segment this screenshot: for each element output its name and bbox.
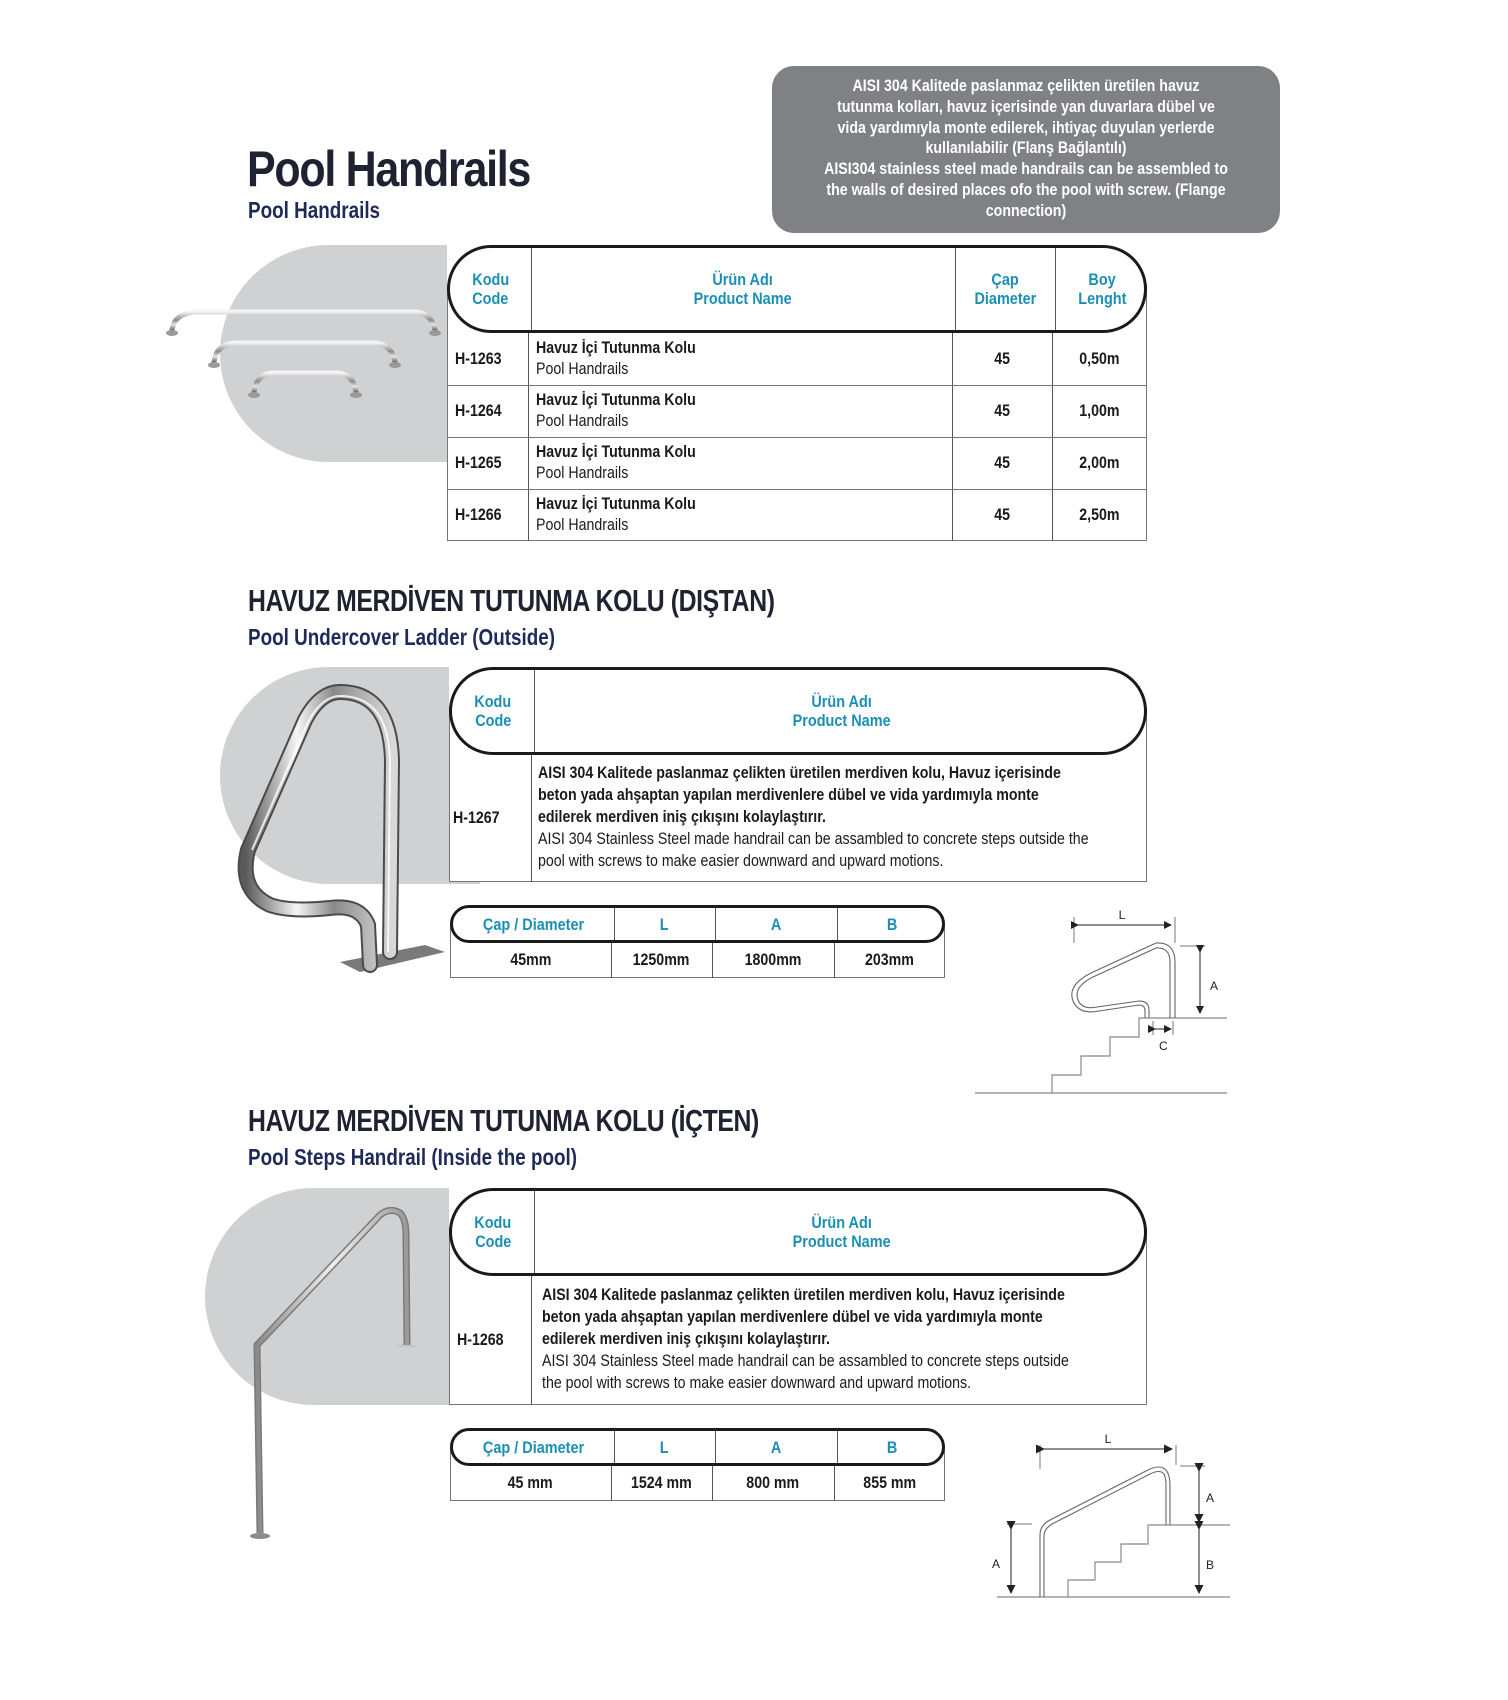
outside-ladder-handrail-image [220,680,460,980]
handrails-table [447,245,1147,541]
dims-header-b: B [887,914,898,934]
product-diameter: 45 [994,401,1010,420]
dims-value-l: 1524 mm [631,1474,692,1492]
section2-subtitle: Pool Undercover Ladder (Outside) [248,624,556,650]
product-code: H-1268 [457,1331,504,1349]
note-line: AISI304 stainless steel made handrails can be assembled to [824,160,1228,179]
note-line: kullanılabilir (Flanş Bağlantılı) [925,139,1127,158]
base-flange [250,1533,270,1539]
product-name-tr: Havuz İçi Tutunma Kolu [536,495,696,513]
section3-title: HAVUZ MERDİVEN TUTUNMA KOLU (İÇTEN) [248,1103,759,1138]
dims-value-diameter: 45mm [509,951,552,969]
note-line: vida yardımıyla monte edilerek, ihtiyaç duyulan yerlerde [837,118,1215,137]
diagram-label-b: B [1206,1558,1215,1572]
outside-ladder-dimension-diagram [965,895,1235,1100]
header-product-name: Ürün Adı Product Name [694,270,792,308]
handrail-medium [214,343,395,362]
section3-subtitle: Pool Steps Handrail (Inside the pool) [248,1144,578,1170]
product-name-tr: Havuz İçi Tutunma Kolu [536,391,696,409]
table-header [447,245,1147,333]
table-header [449,1188,1147,1276]
product-name-tr: Havuz İçi Tutunma Kolu [536,339,696,357]
inside-steps-handrail-image [240,1195,440,1550]
dims-header [450,905,945,943]
dims-header [450,1428,945,1466]
product-length: 2,50m [1079,505,1120,524]
section1-subtitle: Pool Handrails [248,197,381,223]
dims-header-l: L [660,1437,669,1457]
dims-header-a: A [770,914,782,934]
product-diameter: 45 [994,505,1010,524]
product-code: H-1267 [453,809,500,827]
header-length: Boy Lenght [1078,270,1127,308]
page-title: Pool Handrails [247,141,531,197]
dims-value-b: 203mm [865,951,914,969]
diagram-label-c: C [1159,1039,1168,1053]
dims-value-diameter: 45 mm [508,1474,553,1492]
product-name [536,389,722,433]
note-line: the walls of desired places ofo the pool with screw. (Flange [826,180,1226,199]
dims-value-a: 1800mm [744,951,802,969]
product-code: H-1266 [455,505,502,524]
diagram-label-a-left: A [992,1557,1001,1571]
dims-header-diameter: Çap / Diameter [482,914,585,934]
product-diameter: 45 [994,453,1010,472]
header-code: Kodu Code [472,270,509,308]
product-name-tr: Havuz İçi Tutunma Kolu [536,443,696,461]
diagram-label-l: L [1104,1432,1112,1446]
header-product-name: Ürün Adı Product Name [793,1213,891,1251]
product-length: 1,00m [1079,401,1120,420]
product-description: AISI 304 Kalitede paslanmaz çelikten üretilen merdiven kolu, Havuz içerisinde beton yada ahşaptan yapılan merdivenlere dübel ve vida yardımıyla monte edilerek merdiven iniş çıkışını kolaylaştırır. AISI 304 Stainless Steel made handrail can be assambled to concrete steps outside the pool with screws to make easier downward and upward motions. [538,764,1089,870]
diagram-label-a: A [1210,979,1219,993]
dims-header-b: B [887,1437,898,1457]
header-code: Kodu Code [474,692,512,730]
header-code: Kodu Code [474,1213,512,1251]
dims-header-a: A [770,1437,782,1457]
diagram-label-a: A [1206,1491,1215,1505]
product-name-en: Pool Handrails [536,412,629,430]
note-line: tutunma kolları, havuz içerisinde yan duvarlara dübel ve [837,97,1215,116]
product-name [536,337,722,381]
inside-steps-table [449,1188,1147,1405]
dims-value-l: 1250mm [633,951,690,969]
product-name [536,441,722,485]
product-name [536,493,722,537]
product-code: H-1263 [455,349,502,368]
info-note-box [772,66,1280,233]
product-length: 0,50m [1079,349,1120,368]
header-product-name: Ürün Adı Product Name [793,692,891,730]
product-code: H-1265 [455,453,502,472]
product-name-en: Pool Handrails [536,464,629,482]
wall-handrails-image [160,300,450,410]
inside-steps-dimension-diagram [980,1425,1230,1605]
product-code: H-1264 [455,401,502,420]
product-description: AISI 304 Kalitede paslanmaz çelikten üretilen merdiven kolu, Havuz içerisinde beton yada ahşaptan yapılan merdivenlere dübel ve vida yardımıyla monte edilerek merdiven iniş çıkışını kolaylaştırır. AISI 304 Stainless Steel made handrail can be assambled to concrete steps outside the pool with screws to make easier downward and upward motions. [542,1286,1069,1392]
inside-steps-dimensions-table [450,1428,945,1501]
handrail-long [172,312,435,330]
note-line: connection) [985,201,1067,220]
table-header [449,667,1147,755]
product-name-en: Pool Handrails [536,516,629,534]
dims-header-l: L [660,914,669,934]
handrail-short [254,373,356,392]
note-line: AISI 304 Kalitede paslanmaz çelikten üretilen havuz [852,77,1200,95]
product-diameter: 45 [994,349,1010,368]
outside-ladder-dimensions-table [450,905,945,978]
header-diameter: Çap Diameter [974,270,1036,308]
dims-value-a: 800 mm [746,1474,800,1492]
diagram-label-l: L [1118,908,1126,922]
product-name-en: Pool Handrails [536,360,629,378]
product-length: 2,00m [1079,453,1120,472]
dims-header-diameter: Çap / Diameter [482,1437,585,1457]
section2-title: HAVUZ MERDİVEN TUTUNMA KOLU (DIŞTAN) [248,583,775,618]
outside-ladder-table [449,667,1147,882]
dims-value-b: 855 mm [863,1474,916,1492]
